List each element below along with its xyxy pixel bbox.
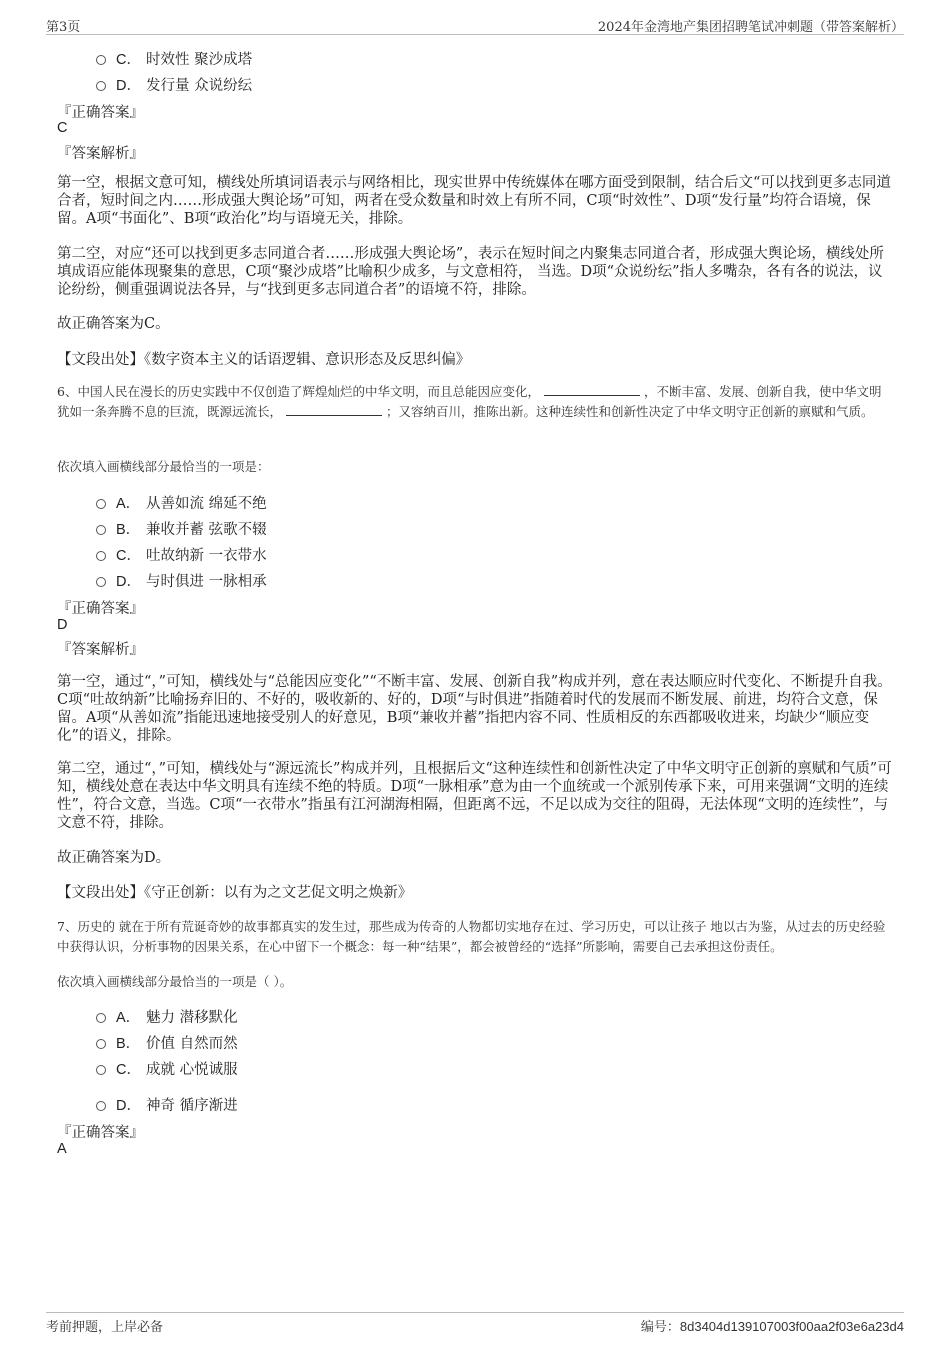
radio-icon[interactable] — [96, 551, 106, 561]
q6-option-d[interactable]: D． 与时俱进 一脉相承 — [96, 570, 267, 591]
radio-icon[interactable] — [96, 1039, 106, 1049]
radio-icon[interactable] — [96, 55, 106, 65]
fill-blank — [544, 383, 640, 396]
radio-icon[interactable] — [96, 1101, 106, 1111]
q5-option-c[interactable]: C． 时效性 聚沙成塔 — [96, 48, 252, 69]
answer-label: 『正确答案』 — [57, 105, 144, 121]
analysis-label: 『答案解析』 — [57, 642, 144, 658]
radio-icon[interactable] — [96, 81, 106, 91]
question-instruction: 依次填入画横线部分最恰当的一项是（ ）。 — [57, 974, 293, 989]
correct-answer: C — [57, 120, 68, 136]
analysis-label: 『答案解析』 — [57, 146, 144, 162]
q7-option-b[interactable]: B． 价值 自然而然 — [96, 1032, 238, 1053]
question-instruction: 依次填入画横线部分最恰当的一项是： — [57, 459, 270, 474]
analysis-conclusion: 故正确答案为C。 — [57, 316, 170, 332]
analysis-conclusion: 故正确答案为D。 — [57, 850, 171, 866]
document-title: 2024年金湾地产集团招聘笔试冲刺题（带答案解析） — [597, 20, 904, 35]
correct-answer: A — [57, 1141, 67, 1157]
radio-icon[interactable] — [96, 1065, 106, 1075]
page-number: 第3页 — [46, 20, 81, 35]
source-citation: 【文段出处】《数字资本主义的话语逻辑、意识形态及反思纠偏》 — [57, 352, 471, 368]
radio-icon[interactable] — [96, 577, 106, 587]
radio-icon[interactable] — [96, 525, 106, 535]
analysis-paragraph: 第一空，通过“，”可知，横线处与“总能因应变化”“不断丰富、发展、创新自我”构成并列，意在表达顺应时代变化、不断提升自我。C项“吐故纳新”比喻扬弃旧的、不好的，吸收新的、好的，D项“与时俱进”指随着时代的发展而不断发展、前进，均符合文意，保留。A项“从善如流”指能迅速地接受别人的好意见，B项“兼收并蓄”指把内容不同、性质相反的东西都吸收进来，均缺少“顺应变化”的语义，排除。 — [57, 674, 892, 744]
fill-blank — [286, 403, 382, 416]
q6-option-a[interactable]: A． 从善如流 绵延不绝 — [96, 492, 267, 513]
q7-option-d[interactable]: D． 神奇 循序渐进 — [96, 1094, 238, 1115]
analysis-paragraph: 第二空，对应“还可以找到更多志同道合者……形成强大舆论场”，表示在短时间之内聚集志同道合者，形成强大舆论场，横线处所填成语应能体现聚集的意思，C项“聚沙成塔”比喻积少成多，与文意相符， 当选。D项“众说纷纭”指人多嘴杂，各有各的说法，议论纷纷，侧重强调说法各异，与“找到更多志同道合者”的语境不符，排除。 — [57, 246, 884, 298]
q5-option-d[interactable]: D． 发行量 众说纷纭 — [96, 74, 252, 95]
answer-label: 『正确答案』 — [57, 601, 144, 617]
footer-slogan: 考前押题，上岸必备 — [46, 1320, 164, 1335]
q7-option-c[interactable]: C． 成就 心悦诚服 — [96, 1058, 238, 1079]
page-footer — [46, 1312, 904, 1337]
document-code: 编号：8d3404d139107003f00aa2f03e6a23d4 — [640, 1319, 904, 1335]
q6-option-c[interactable]: C． 吐故纳新 一衣带水 — [96, 544, 267, 565]
radio-icon[interactable] — [96, 499, 106, 509]
page-header — [46, 14, 904, 35]
analysis-paragraph: 第一空，根据文意可知，横线处所填词语表示与网络相比，现实世界中传统媒体在哪方面受到限制，结合后文“可以找到更多志同道合者，短时间之内……形成强大舆论场”可知，两者在受众数量和时效上有所不同，C项“时效性”、D项“发行量”均符合语境，保留。A项“书面化”、B项“政治化”均与语境无关，排除。 — [57, 175, 891, 227]
question-stem: 6、中国人民在漫长的历史实践中不仅创造了辉煌灿烂的中华文明，而且总能因应变化， ，不断丰富、发展、创新自我，使中华文明犹如一条奔腾不息的巨流，既源远流长， ；又容纳百川，推陈出新。这种连续性和创新性决定了中华文明守正创新的禀赋和气质。 — [57, 384, 882, 419]
answer-label: 『正确答案』 — [57, 1125, 144, 1141]
analysis-paragraph: 第二空，通过“，”可知，横线处与“源远流长”构成并列，且根据后文“这种连续性和创新性决定了中华文明守正创新的禀赋和气质”可知，横线处意在表达中华文明具有连续不绝的特质。D项“一脉相承”意为由一个血统或一个派别传承下来，可用来强调“文明的连续性”，符合文意，当选。C项“一衣带水”指虽有江河湖海相隔，但距离不远，不足以成为交往的阻碍，无法体现“文明的连续性”，与文意不符，排除。 — [57, 761, 892, 831]
correct-answer: D — [57, 617, 68, 633]
source-citation: 【文段出处】《守正创新：以有为之文艺促文明之焕新》 — [57, 885, 413, 901]
q7-option-a[interactable]: A． 魅力 潜移默化 — [96, 1006, 238, 1027]
q6-option-b[interactable]: B． 兼收并蓄 弦歌不辍 — [96, 518, 267, 539]
question-stem: 7、历史的 就在于所有荒诞奇妙的故事都真实的发生过，那些成为传奇的人物都切实地存在过、学习历史，可以让孩子 地以古为鉴，从过去的历史经验中获得认识，分析事物的因果关系，在心中留下一个概念：每一种“结果”，都会被曾经的“选择”所影响，需要自己去承担这份责任。 — [57, 919, 886, 954]
radio-icon[interactable] — [96, 1013, 106, 1023]
